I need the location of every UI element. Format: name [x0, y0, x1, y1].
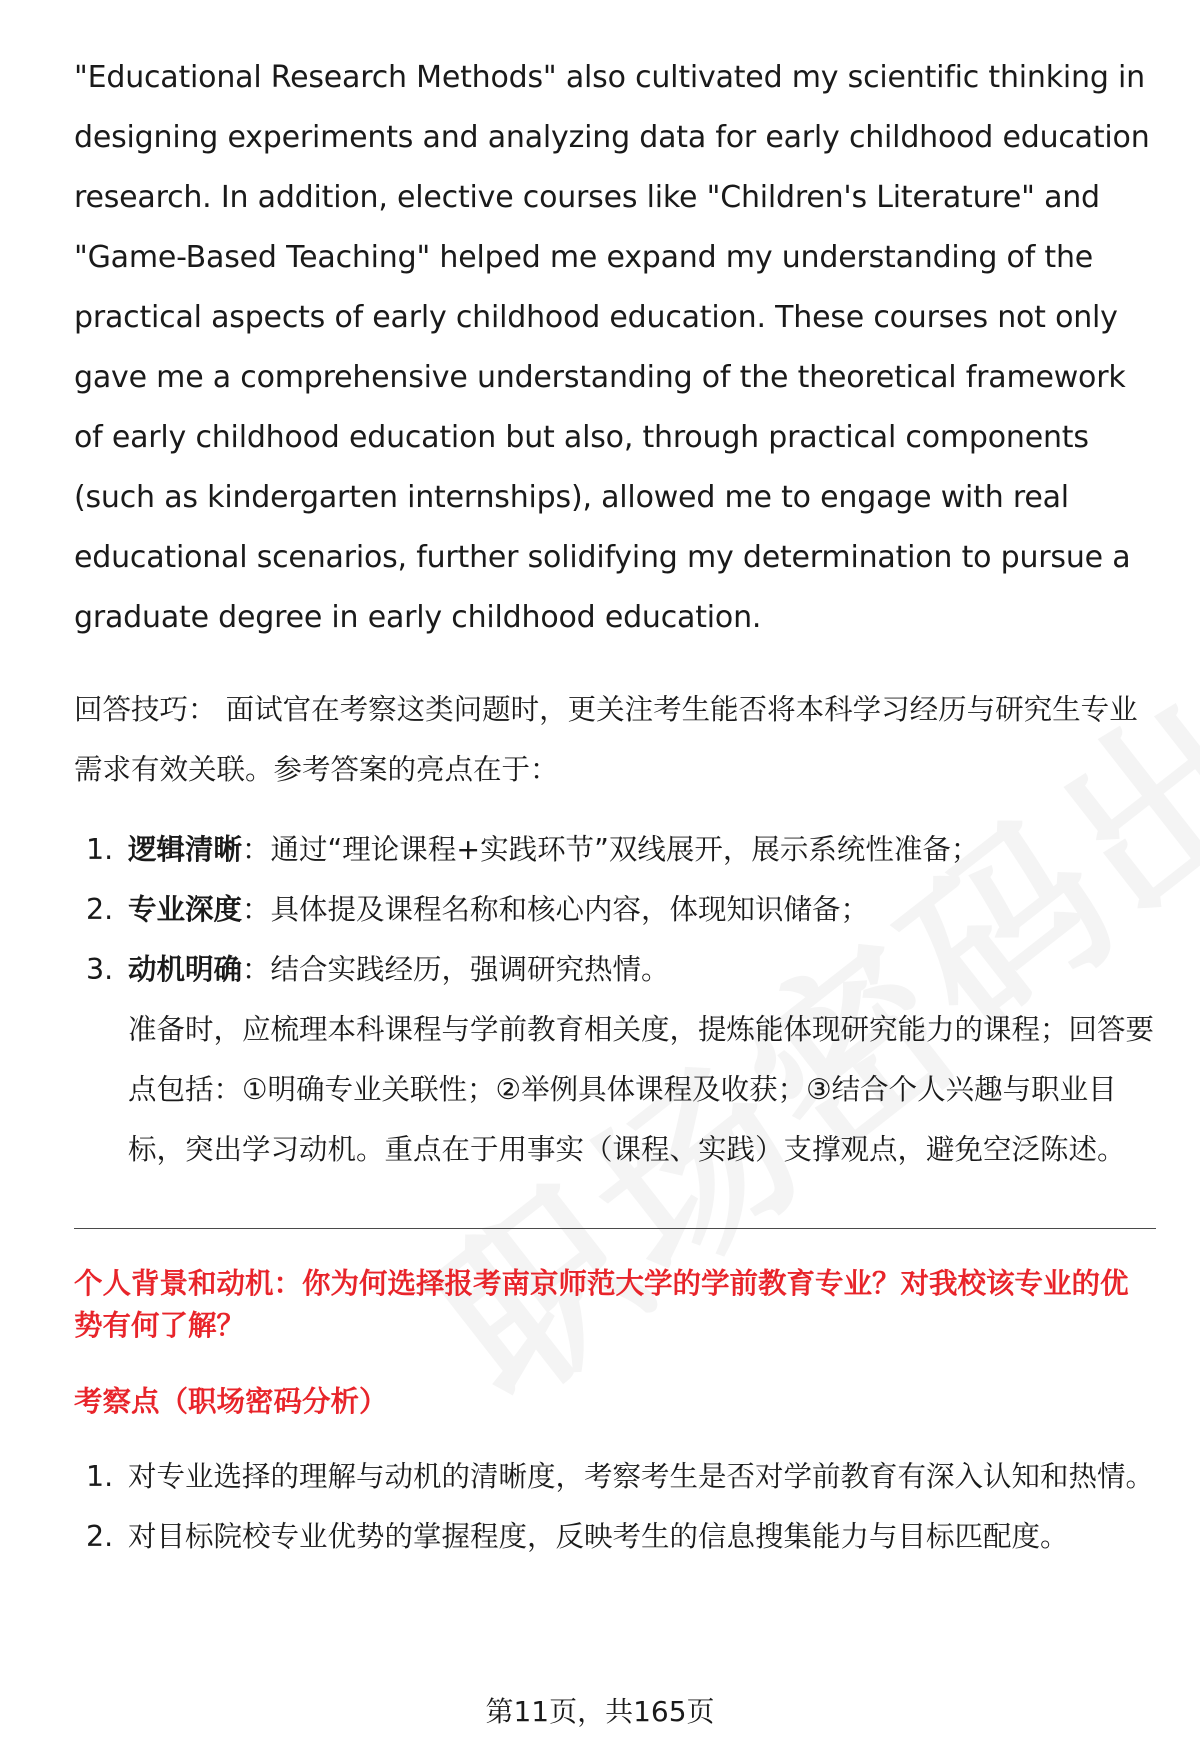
list-number: 2.: [86, 1520, 114, 1553]
highlight-text: ：具体提及课程名称和核心内容，体现知识储备；: [242, 893, 870, 926]
exam-points-heading: 考察点（职场密码分析）: [74, 1385, 388, 1418]
highlight-text: ：通过“理论课程+实践环节”双线展开，展示系统性准备；: [242, 833, 980, 866]
list-item: [74, 1447, 1156, 1507]
list-item: [74, 820, 1156, 880]
highlight-bold: 专业深度: [128, 893, 243, 926]
highlights-list: [74, 820, 1156, 1000]
list-number: 1.: [86, 1460, 114, 1493]
list-item: [74, 940, 1156, 1000]
highlight-bold: 动机明确: [128, 953, 243, 986]
answer-tip-label: 回答技巧：: [74, 693, 217, 726]
answer-tip: [74, 680, 1156, 800]
intro-paragraph: "Educational Research Methods" also cultivated my scientific thinking in designing experiments and analyzing data for early childhood education research. In addition, elective courses like "Children's Literature" and "Game-Based Teaching" helped me expand my understanding of the practical aspects of early childhood education. These courses not only gave me a comprehensive understanding of the theoretical framework of early childhood education but also, through practical components (such as kindergarten internships), allowed me to engage with real educational scenarios, further solidifying my determination to pursue a graduate degree in early childhood education.: [74, 60, 1150, 635]
list-item: [74, 1507, 1156, 1567]
page-footer: 第11页，共165页: [485, 1695, 715, 1728]
question-heading: 个人背景和动机：你为何选择报考南京师范大学的学前教育专业？对我校该专业的优势有何了解？: [74, 1267, 1129, 1342]
list-number: 1.: [86, 833, 114, 866]
section-divider: [74, 1228, 1156, 1229]
exam-point-text: 对专业选择的理解与动机的清晰度，考察考生是否对学前教育有深入认知和热情。: [128, 1460, 1155, 1493]
preparation-text: 准备时，应梳理本科课程与学前教育相关度，提炼能体现研究能力的课程；回答要点包括：①明确专业关联性；②举例具体课程及收获；③结合个人兴趣与职业目标，突出学习动机。重点在于用事实（课程、实践）支撑观点，避免空泛陈述。: [128, 1013, 1155, 1166]
answer-tip-text: 面试官在考察这类问题时，更关注考生能否将本科学习经历与研究生专业需求有效关联。参考答案的亮点在于：: [74, 693, 1138, 786]
highlight-text: ：结合实践经历，强调研究热情。: [242, 953, 670, 986]
list-number: 2.: [86, 893, 114, 926]
exam-point-text: 对目标院校专业优势的掌握程度，反映考生的信息搜集能力与目标匹配度。: [128, 1520, 1069, 1553]
list-item: [74, 880, 1156, 940]
exam-points-list: [74, 1447, 1156, 1567]
document-page: [74, 48, 1156, 1567]
highlight-bold: 逻辑清晰: [128, 833, 243, 866]
list-number: 3.: [86, 953, 114, 986]
